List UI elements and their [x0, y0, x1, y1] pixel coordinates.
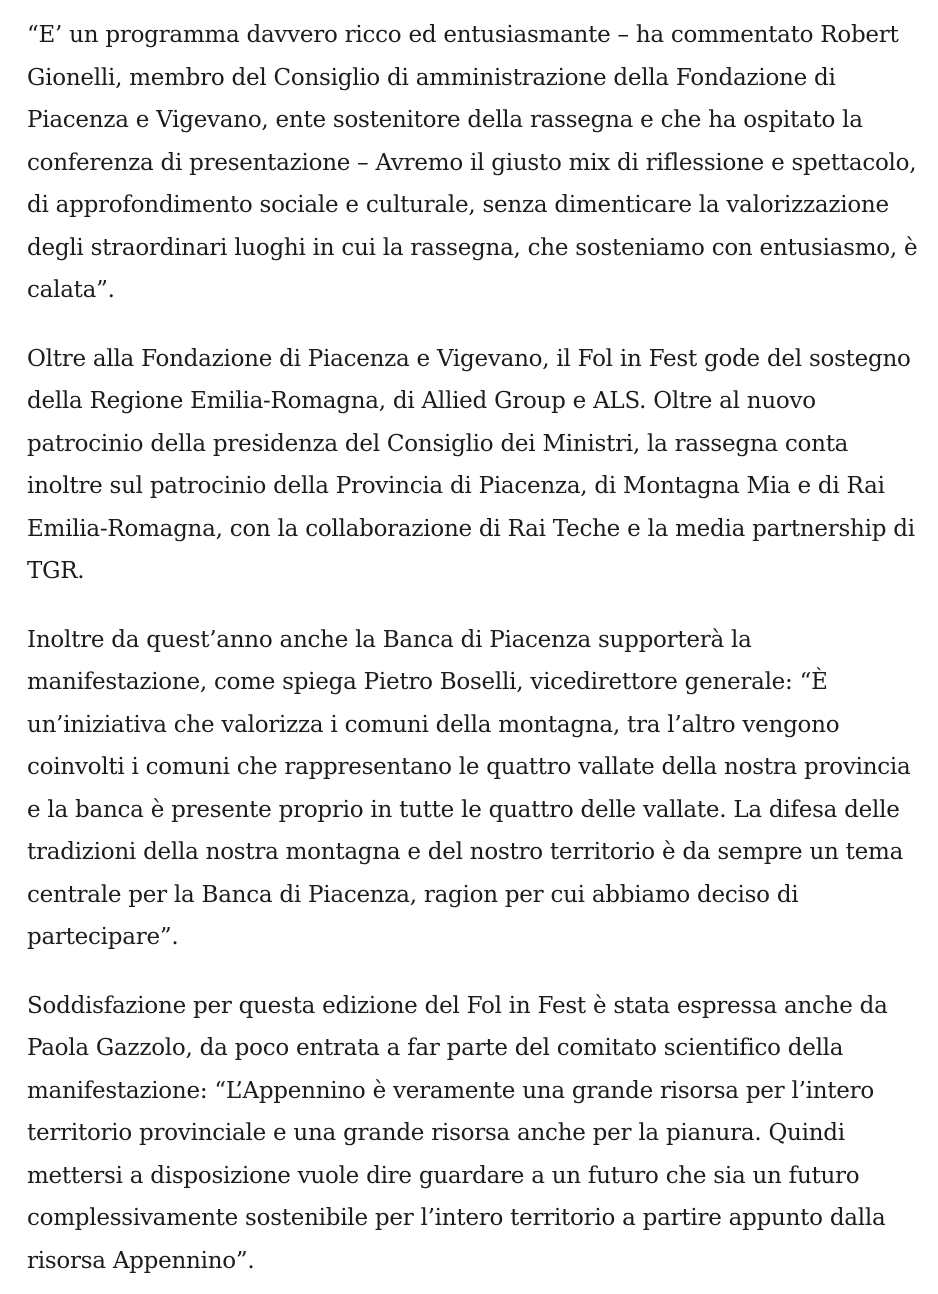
paragraph-sponsors: Oltre alla Fondazione di Piacenza e Vigevano, il Fol in Fest gode del sostegno della Regione Emilia-Romagna, di Allied Group e ALS. Oltre al nuovo patrocinio della presidenza del Consiglio dei Ministri, la rassegna conta inoltre sul patrocinio della Provincia di Piacenza, di Montagna Mia e di Rai Emilia-Romagna, con la collaborazione di Rai Teche e la media partnership di TGR.: [27, 345, 915, 584]
paragraph-gionelli-quote: “E’ un programma davvero ricco ed entusiasmante – ha commentato Robert Gionelli, membro del Consiglio di amministrazione della Fondazione di Piacenza e Vigevano, ente sostenitore della rassegna e che ha ospitato la conferenza di presentazione – Avremo il giusto mix di riflessione e spettacolo, di approfondimento sociale e culturale, senza dimenticare la valorizzazione degli straordinari luoghi in cui la rassegna, che sosteniamo con entusiasmo, è calata”.: [27, 22, 918, 303]
paragraph-banca-di-piacenza: Inoltre da quest’anno anche la Banca di Piacenza supporterà la manifestazione, come spiega Pietro Boselli, vicedirettore generale: “È un’iniziativa che valorizza i comuni della montagna, tra l’altro vengono coinvolti i comuni che rappresentano le quattro vallate della nostra provincia e la banca è presente proprio in tutte le quattro delle vallate. La difesa delle tradizioni della nostra montagna e del nostro territorio è da sempre un tema centrale per la Banca di Piacenza, ragion per cui abbiamo deciso di partecipare”.: [27, 626, 911, 950]
paragraph-gazzolo-quote: Soddisfazione per questa edizione del Fol in Fest è stata espressa anche da Paola Gazzolo, da poco entrata a far parte del comitato scientifico della manifestazione: “L’Appennino è veramente una grande risorsa per l’intero territorio provinciale e una grande risorsa anche per la pianura. Quindi mettersi a disposizione vuole dire guardare a un futuro che sia un futuro complessivamente sostenibile per l’intero territorio a partire appunto dalla risorsa Appennino”.: [27, 992, 888, 1274]
